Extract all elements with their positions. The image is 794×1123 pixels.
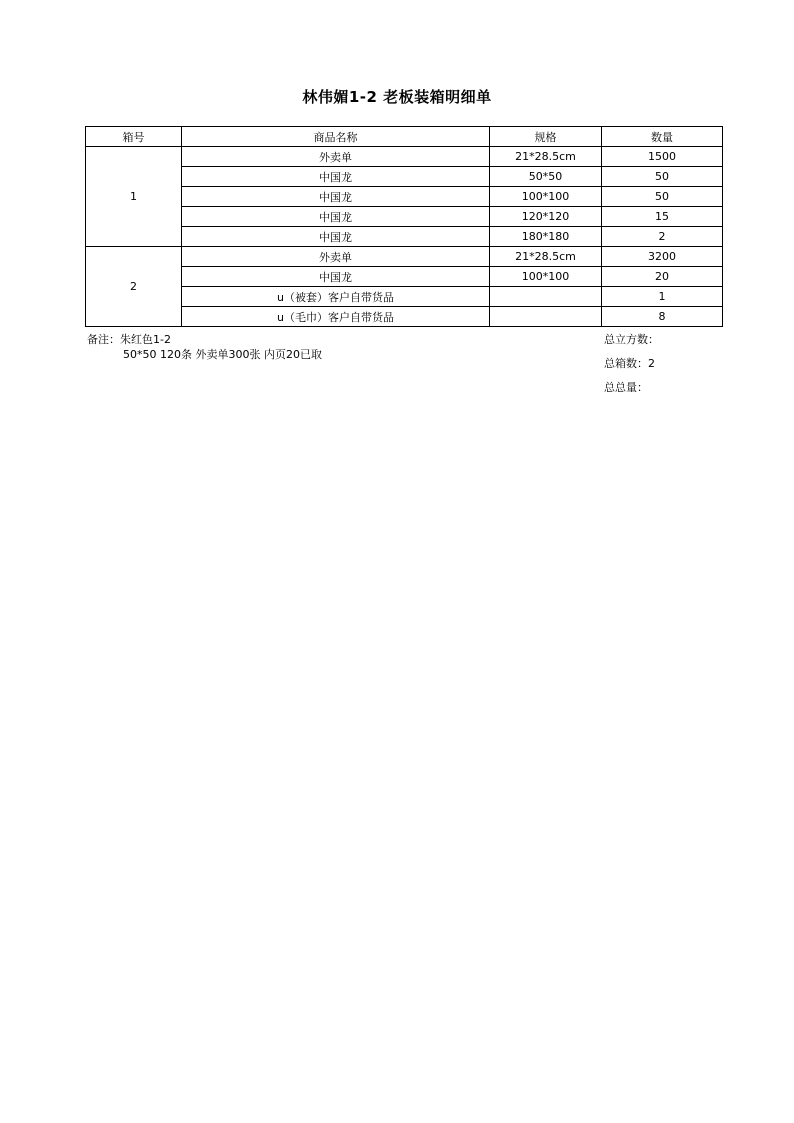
header-quantity: 数量 <box>602 127 723 147</box>
product-name-cell: u（被套）客户自带货品 <box>182 287 490 307</box>
quantity-cell: 1500 <box>602 147 723 167</box>
quantity-cell: 15 <box>602 207 723 227</box>
product-name-cell: 外卖单 <box>182 247 490 267</box>
product-name-cell: 外卖单 <box>182 147 490 167</box>
quantity-cell: 8 <box>602 307 723 327</box>
quantity-cell: 2 <box>602 227 723 247</box>
quantity-cell: 50 <box>602 167 723 187</box>
box-number-cell: 1 <box>86 147 182 247</box>
spec-cell <box>490 307 602 327</box>
total-boxes-value: 2 <box>648 357 655 370</box>
total-boxes-label: 总箱数： <box>604 357 648 370</box>
table-row <box>86 267 723 287</box>
header-box-no: 箱号 <box>86 127 182 147</box>
remarks-line: 备注：朱红色1-2 <box>87 333 171 346</box>
header-product-name: 商品名称 <box>182 127 490 147</box>
table-row <box>86 227 723 247</box>
table-row <box>86 167 723 187</box>
spec-cell: 120*120 <box>490 207 602 227</box>
packing-table <box>85 126 723 327</box>
spec-cell: 50*50 <box>490 167 602 187</box>
box-number-cell: 2 <box>86 247 182 327</box>
quantity-cell: 50 <box>602 187 723 207</box>
header-spec: 规格 <box>490 127 602 147</box>
remarks-detail-line: 50*50 120条 外卖单300张 内页20已取 <box>123 348 322 361</box>
table-row <box>86 247 723 267</box>
table-row <box>86 287 723 307</box>
table-row <box>86 147 723 167</box>
remarks-block <box>87 332 322 362</box>
total-weight <box>604 376 659 400</box>
summary-block <box>604 328 659 400</box>
product-name-cell: 中国龙 <box>182 187 490 207</box>
spec-cell <box>490 287 602 307</box>
quantity-cell: 1 <box>602 287 723 307</box>
table-row <box>86 187 723 207</box>
spec-cell: 21*28.5cm <box>490 147 602 167</box>
product-name-cell: 中国龙 <box>182 167 490 187</box>
total-weight-label: 总总量： <box>604 381 648 394</box>
spec-cell: 21*28.5cm <box>490 247 602 267</box>
product-name-cell: u（毛巾）客户自带货品 <box>182 307 490 327</box>
product-name-cell: 中国龙 <box>182 267 490 287</box>
spec-cell: 100*100 <box>490 267 602 287</box>
total-volume-label: 总立方数： <box>604 333 659 346</box>
table-row <box>86 207 723 227</box>
total-volume <box>604 328 659 352</box>
table-header-row <box>86 127 723 147</box>
table-row <box>86 307 723 327</box>
spec-cell: 100*100 <box>490 187 602 207</box>
quantity-cell: 20 <box>602 267 723 287</box>
product-name-cell: 中国龙 <box>182 207 490 227</box>
quantity-cell: 3200 <box>602 247 723 267</box>
spec-cell: 180*180 <box>490 227 602 247</box>
total-boxes <box>604 352 659 376</box>
page-title: 林伟媚1-2 老板装箱明细单 <box>302 88 492 106</box>
product-name-cell: 中国龙 <box>182 227 490 247</box>
